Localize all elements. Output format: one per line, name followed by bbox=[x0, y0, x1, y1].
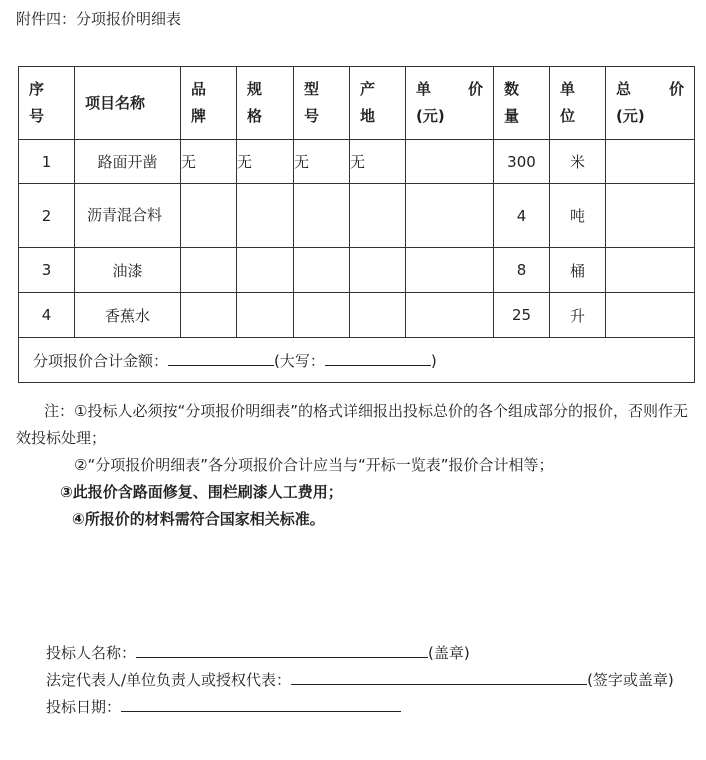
row-model bbox=[294, 248, 350, 293]
row-spec bbox=[237, 293, 294, 338]
table-row bbox=[19, 248, 695, 293]
row-item-name: 路面开凿 bbox=[75, 140, 181, 184]
representative-sign-note: (签字或盖章) bbox=[587, 671, 674, 689]
summary-total-label: 分项报价合计金额： bbox=[33, 352, 169, 370]
row-total-price[interactable] bbox=[606, 184, 695, 248]
row-unit: 升 bbox=[550, 293, 606, 338]
row-spec bbox=[237, 184, 294, 248]
note-1: 注：①投标人必须按“分项报价明细表”的格式详细报出投标总价的各个组成部分的报价，否则作无效投标处理； bbox=[16, 402, 688, 447]
row-spec bbox=[237, 248, 294, 293]
row-brand bbox=[181, 248, 237, 293]
itemized-quote-table bbox=[18, 66, 695, 383]
header-item-name: 项目名称 bbox=[75, 67, 181, 140]
row-model: 无 bbox=[294, 140, 350, 184]
row-index: 1 bbox=[19, 140, 75, 184]
row-index: 2 bbox=[19, 184, 75, 248]
header-origin: 产 地 bbox=[350, 67, 406, 140]
bid-date-label: 投标日期： bbox=[46, 698, 122, 716]
summary-capital-close: ) bbox=[430, 352, 437, 370]
summary-capital-label: (大写： bbox=[274, 352, 325, 370]
note-3: ③此报价含路面修复、围栏刷漆人工费用； bbox=[60, 483, 343, 501]
summary-row bbox=[19, 338, 695, 383]
header-brand: 品 牌 bbox=[181, 67, 237, 140]
header-row bbox=[19, 67, 695, 140]
row-brand bbox=[181, 293, 237, 338]
row-quantity: 4 bbox=[494, 184, 550, 248]
row-model bbox=[294, 293, 350, 338]
row-unit-price[interactable] bbox=[406, 248, 494, 293]
table-row bbox=[19, 293, 695, 338]
bidder-name-blank[interactable] bbox=[136, 641, 428, 658]
row-origin: 无 bbox=[350, 140, 406, 184]
representative-label: 法定代表人/单位负责人或授权代表： bbox=[46, 671, 292, 689]
header-index: 序 号 bbox=[19, 67, 75, 140]
bid-date-blank[interactable] bbox=[121, 695, 401, 712]
page-heading: 附件四：分项报价明细表 bbox=[16, 10, 182, 28]
table-row bbox=[19, 140, 695, 184]
row-origin bbox=[350, 293, 406, 338]
header-unit: 单 位 bbox=[550, 67, 606, 140]
table-row bbox=[19, 184, 695, 248]
signature-section bbox=[16, 640, 698, 721]
representative-blank[interactable] bbox=[291, 668, 587, 685]
row-item-name: 沥青混合料 bbox=[75, 184, 181, 248]
header-model: 型 号 bbox=[294, 67, 350, 140]
row-unit: 桶 bbox=[550, 248, 606, 293]
bid-date-line bbox=[16, 694, 698, 721]
row-index: 4 bbox=[19, 293, 75, 338]
row-unit-price[interactable] bbox=[406, 293, 494, 338]
row-origin bbox=[350, 248, 406, 293]
row-unit-price[interactable] bbox=[406, 140, 494, 184]
bidder-name-label: 投标人名称： bbox=[46, 644, 137, 662]
row-total-price[interactable] bbox=[606, 248, 695, 293]
row-brand bbox=[181, 184, 237, 248]
row-spec: 无 bbox=[237, 140, 294, 184]
summary-total-blank[interactable] bbox=[168, 349, 274, 366]
note-2: ②“分项报价明细表”各分项报价合计应当与“开标一览表”报价合计相等； bbox=[74, 456, 554, 474]
summary-capital-blank[interactable] bbox=[325, 349, 431, 366]
row-brand: 无 bbox=[181, 140, 237, 184]
row-unit-price[interactable] bbox=[406, 184, 494, 248]
note-4: ④所报价的材料需符合国家相关标准。 bbox=[72, 510, 325, 528]
header-unit-price: 单 价 (元) bbox=[406, 67, 494, 140]
row-model bbox=[294, 184, 350, 248]
header-total-price: 总 价 (元) bbox=[606, 67, 695, 140]
bidder-seal-note: (盖章) bbox=[428, 644, 470, 662]
notes-section bbox=[16, 398, 696, 533]
row-quantity: 8 bbox=[494, 248, 550, 293]
row-origin bbox=[350, 184, 406, 248]
header-spec: 规 格 bbox=[237, 67, 294, 140]
summary-cell bbox=[19, 338, 695, 383]
row-item-name: 香蕉水 bbox=[75, 293, 181, 338]
header-quantity: 数 量 bbox=[494, 67, 550, 140]
row-item-name: 油漆 bbox=[75, 248, 181, 293]
row-total-price[interactable] bbox=[606, 293, 695, 338]
row-quantity: 300 bbox=[494, 140, 550, 184]
row-index: 3 bbox=[19, 248, 75, 293]
bidder-name-line bbox=[16, 640, 698, 667]
row-unit: 吨 bbox=[550, 184, 606, 248]
row-quantity: 25 bbox=[494, 293, 550, 338]
representative-line bbox=[16, 667, 698, 694]
row-unit: 米 bbox=[550, 140, 606, 184]
row-total-price[interactable] bbox=[606, 140, 695, 184]
